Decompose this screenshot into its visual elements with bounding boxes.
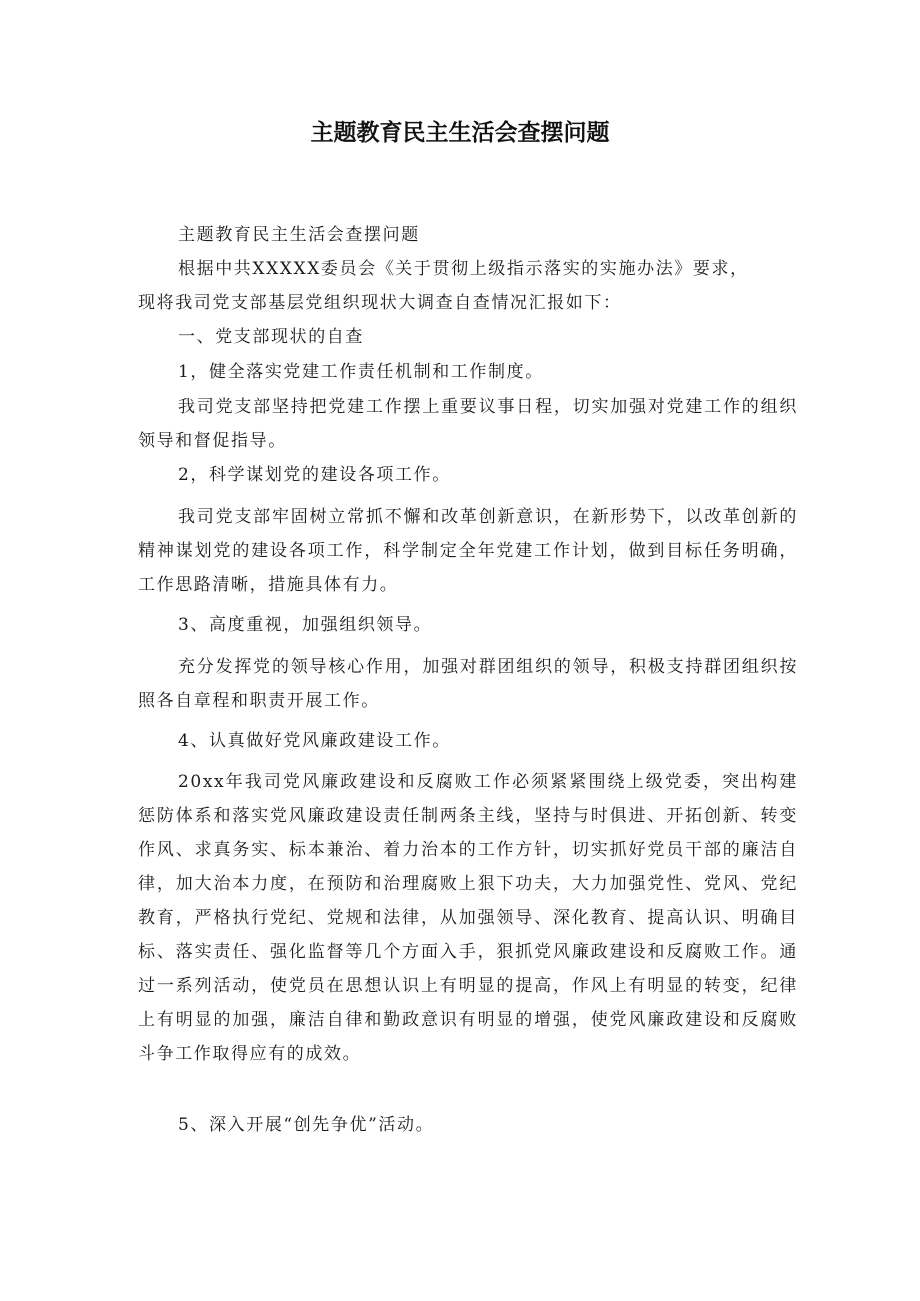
item-heading-5: 5、深入开展“创先争优”活动。 [178, 1115, 435, 1135]
item-heading-3: 3、高度重视，加强组织领导。 [178, 615, 433, 635]
paragraph-intro-2: 现将我司党支部基层党组织现状大调查自查情况汇报如下： [138, 293, 622, 313]
item-body-2: 我司党支部牢固树立常抓不懈和改革创新意识，在新形势下，以改革创新的精神谋划党的建设各项工作，科学制定全年党建工作计划，做到目标任务明确，工作思路清晰，措施具体有力。 [138, 507, 798, 595]
paragraph-intro-1: 根据中共XXXXX委员会《关于贯彻上级指示落实的实施办法》要求， [178, 259, 749, 279]
document-title: 主题教育民主生活会查摆问题 [310, 120, 610, 146]
item-heading-1: 1，健全落实党建工作责任机制和工作制度。 [178, 362, 544, 382]
item-heading-4: 4、认真做好党风廉政建设工作。 [178, 731, 451, 751]
section-heading-1: 一、党支部现状的自查 [178, 327, 364, 347]
item-body-4: 20xx年我司党风廉政建设和反腐败工作必须紧紧围绕上级党委，突出构建惩防体系和落实党风廉政建设责任制两条主线，坚持与时俱进、开拓创新、转变作风、求真务实、标本兼治、着力治本的工作方针，切实抓好党员干部的廉洁自律，加大治本力度，在预防和治理腐败上狠下功夫，大力加强党性、党风、党纪教育，严格执行党纪、党规和法律，从加强领导、深化教育、提高认识、明确目标、落实责任、强化监督等几个方面入手，狠抓党风廉政建设和反腐败工作。通过一系列活动，使党员在思想认识上有明显的提高，作风上有明显的转变，纪律上有明显的加强，廉洁自律和勤政意识有明显的增强，使党风廉政建设和反腐败斗争工作取得应有的成效。 [138, 772, 798, 1064]
item-heading-2: 2，科学谋划党的建设各项工作。 [178, 465, 451, 485]
item-body-1: 我司党支部坚持把党建工作摆上重要议事日程，切实加强对党建工作的组织领导和督促指导。 [138, 397, 798, 451]
paragraph-subtitle: 主题教育民主生活会查摆问题 [178, 225, 420, 245]
item-body-3: 充分发挥党的领导核心作用，加强对群团组织的领导，积极支持群团组织按照各自章程和职责开展工作。 [138, 657, 798, 711]
